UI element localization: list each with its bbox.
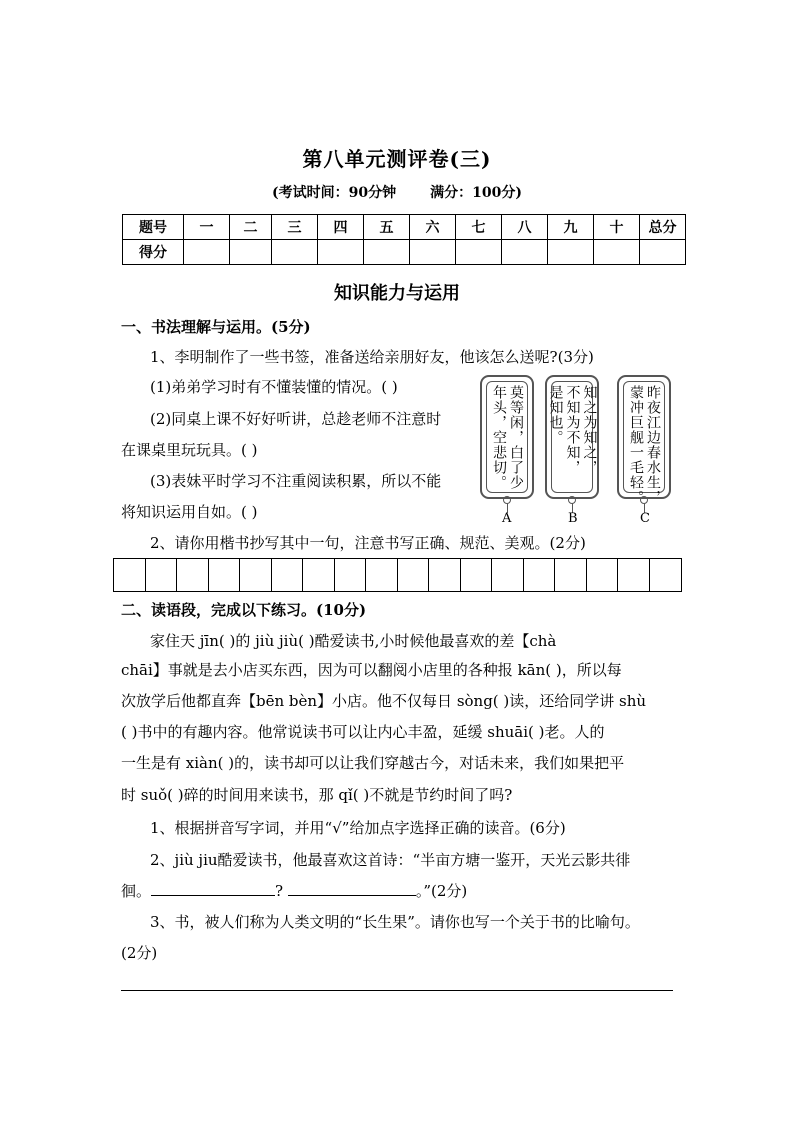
poem-blank-2[interactable] xyxy=(288,879,416,896)
passage-line-1: 家住天 jīn( )的 jiù jiù( )酷爱读书,小时候他最喜欢的差【chà xyxy=(150,632,557,650)
score-cell-5: 五 xyxy=(364,215,410,240)
section-title: 知识能力与运用 xyxy=(334,283,460,304)
score-input[interactable] xyxy=(594,240,640,265)
bookmark-a-col1: 莫等闲，白了少 xyxy=(508,385,524,490)
passage-line-4: ( )书中的有趣内容。他常说读书可以让内心丰盈，延缓 shuāi( )老。人的 xyxy=(121,723,605,741)
poem-mark-question: ? xyxy=(275,882,284,900)
score-cell-10: 十 xyxy=(594,215,640,240)
score-table xyxy=(122,214,686,265)
score-input[interactable] xyxy=(364,240,410,265)
score-input[interactable] xyxy=(410,240,456,265)
score-input[interactable] xyxy=(318,240,364,265)
part2-q2-line2 xyxy=(121,879,467,902)
score-row-label: 得分 xyxy=(123,240,184,265)
passage-line-6: 时 suǒ( )碎的时间用来读书，那 qǐ( )不就是节约时间了吗? xyxy=(121,786,513,804)
bookmark-c-col1: 昨夜江边春水生， xyxy=(645,385,661,505)
bookmark-b xyxy=(545,375,599,499)
part1-q1-item-a: (1)弟弟学习时有不懂装懂的情况。( ) xyxy=(150,378,398,396)
bookmark-a-label: A xyxy=(502,511,512,526)
poem-suffix: 。”(2分) xyxy=(415,882,468,900)
score-input[interactable] xyxy=(548,240,594,265)
bookmark-b-col3: 是知也。 xyxy=(547,385,564,445)
score-input[interactable] xyxy=(640,240,686,265)
score-input[interactable] xyxy=(502,240,548,265)
bookmark-b-col2: 不知为不知， xyxy=(564,385,581,475)
part2-q3-line2: (2分) xyxy=(121,944,158,962)
score-cell-7: 七 xyxy=(456,215,502,240)
bookmark-b-label: B xyxy=(568,511,578,526)
score-cell-label: 题号 xyxy=(123,215,184,240)
part2-heading: 二、读语段，完成以下练习。(10分) xyxy=(121,601,367,619)
part1-q2: 2、请你用楷书抄写其中一句，注意书写正确、规范、美观。(2分) xyxy=(150,534,586,552)
writing-grid[interactable] xyxy=(113,558,682,592)
part1-q1-item-c-line1: (3)表妹平时学习不注重阅读积累，所以不能 xyxy=(150,472,442,490)
bookmark-c-label: C xyxy=(640,511,650,526)
part2-q1: 1、根据拼音写字词，并用“√”给加点字选择正确的读音。(6分) xyxy=(150,819,566,837)
score-input[interactable] xyxy=(184,240,230,265)
bookmark-b-col1: 知之为知之， xyxy=(581,385,598,475)
score-input[interactable] xyxy=(456,240,502,265)
passage-line-5: 一生是有 xiàn( )的，读书却可以让我们穿越古今，对话未来，我们如果把平 xyxy=(121,754,625,772)
full-score: 满分：100分) xyxy=(430,185,522,201)
page-title: 第八单元测评卷(三) xyxy=(302,147,492,171)
score-cell-8: 八 xyxy=(502,215,548,240)
score-cell-4: 四 xyxy=(318,215,364,240)
part1-q1-item-b-line1: (2)同桌上课不好好听讲，总趁老师不注意时 xyxy=(150,410,442,428)
poem-blank-1[interactable] xyxy=(151,879,275,896)
passage-line-3: 次放学后他都直奔【bēn bèn】小店。他不仅每日 sòng( )读，还给同学讲 shù xyxy=(121,692,647,710)
exam-info xyxy=(0,182,794,202)
part1-q1-item-b-line2: 在课桌里玩玩具。( ) xyxy=(121,441,258,459)
score-input[interactable] xyxy=(272,240,318,265)
score-cell-2: 二 xyxy=(230,215,272,240)
poem-prefix: 徊。 xyxy=(121,882,152,900)
bookmark-c xyxy=(617,375,671,505)
part2-q3-line1: 3、书，被人们称为人类文明的“长生果”。请你也写一个关于书的比喻句。 xyxy=(150,913,640,931)
answer-line[interactable] xyxy=(121,990,673,991)
bookmark-c-col2: 蒙冲巨舰一毛轻。 xyxy=(628,385,644,505)
score-cell-1: 一 xyxy=(184,215,230,240)
score-table-header-row xyxy=(123,215,686,240)
part2-q2-line1: 2、jiù jiu酷爱读书，他最喜欢这首诗：“半亩方塘一鉴开，天光云影共徘 xyxy=(150,851,631,869)
part1-heading: 一、书法理解与运用。(5分) xyxy=(121,318,311,336)
part1-q1-item-c-line2: 将知识运用自如。( ) xyxy=(121,503,258,521)
passage-line-2: chāi】事就是去小店买东西，因为可以翻阅小店里的各种报 kān( )，所以每 xyxy=(121,661,622,679)
score-input[interactable] xyxy=(230,240,272,265)
part1-q1: 1、李明制作了一些书签，准备送给亲朋好友，他该怎么送呢?(3分) xyxy=(150,348,594,366)
bookmark-a-col2: 年头，空悲切。 xyxy=(491,385,507,490)
score-cell-total: 总分 xyxy=(640,215,686,240)
score-cell-6: 六 xyxy=(410,215,456,240)
score-table-score-row xyxy=(123,240,686,265)
score-cell-9: 九 xyxy=(548,215,594,240)
score-cell-3: 三 xyxy=(272,215,318,240)
exam-time: (考试时间：90分钟 xyxy=(272,185,397,201)
bookmark-a xyxy=(480,375,534,499)
